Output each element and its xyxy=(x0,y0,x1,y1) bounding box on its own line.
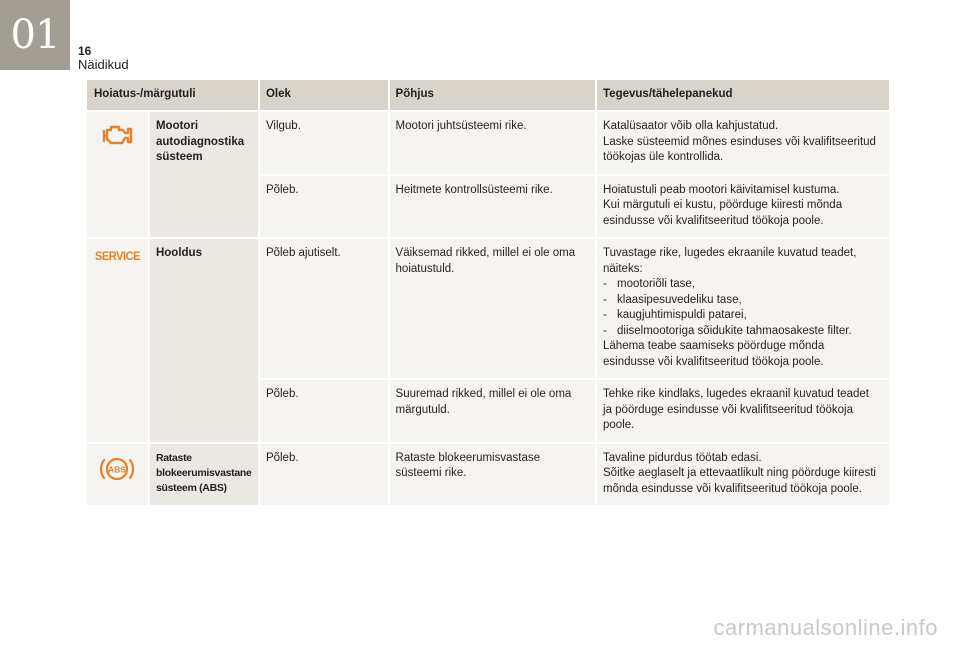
engine-light-name: Mootori autodiagnostika süsteem xyxy=(150,112,260,239)
service-warning-icon: SERVICE xyxy=(94,249,141,263)
abs-warning-icon xyxy=(98,454,136,484)
warning-lights-table xyxy=(87,80,891,507)
list-item: - mootoriõli tase, xyxy=(603,278,695,290)
table-header-row xyxy=(87,80,891,112)
cause-cell: Rataste blokeerumisvastase süsteemi rike. xyxy=(390,444,597,508)
action-cell: Hoiatustuli peab mootori käivitamisel kustuma. Kui märgutuli ei kustu, pöörduge kiiresti mõnda esindusse või kvalifitseeritud töökoja poole. xyxy=(597,176,891,240)
list-item: - kaugjuhtimispuldi patarei, xyxy=(603,309,747,321)
state-cell: Põleb ajutiselt. xyxy=(260,239,390,380)
service-light-cell xyxy=(87,239,150,444)
state-cell: Põleb. xyxy=(260,444,390,508)
cause-cell: Suuremad rikked, millel ei ole oma märgutuld. xyxy=(390,380,597,444)
state-cell: Põleb. xyxy=(260,176,390,240)
state-cell: Vilgub. xyxy=(260,112,390,176)
state-cell: Põleb. xyxy=(260,380,390,444)
chapter-tab: 01 xyxy=(0,0,70,70)
cause-cell: Mootori juhtsüsteemi rike. xyxy=(390,112,597,176)
column-header-action: Tegevus/tähelepanekud xyxy=(597,80,891,112)
abs-light-name: Rataste blokeerumisvastane süsteem (ABS) xyxy=(150,444,260,508)
column-header-cause: Põhjus xyxy=(390,80,597,112)
action-cell: Tavaline pidurdus töötab edasi. Sõitke aeglaselt ja ettevaatlikult ning pöörduge kiiresti mõnda esindusse või kvalifitseeritud töökoja poole. xyxy=(597,444,891,508)
section-title: Näidikud xyxy=(78,57,129,72)
cause-cell: Heitmete kontrollsüsteemi rike. xyxy=(390,176,597,240)
service-light-name: Hooldus xyxy=(150,239,260,444)
cause-cell: Väiksemad rikked, millel ei ole oma hoiatustuld. xyxy=(390,239,597,380)
action-cell: Katalüsaator võib olla kahjustatud. Laske süsteemid mõnes esinduses või kvalifitseeritud töökojas üle kontrollida. xyxy=(597,112,891,176)
engine-light-cell xyxy=(87,112,150,239)
engine-malfunction-icon xyxy=(100,122,134,148)
watermark: carmanualsonline.info xyxy=(713,615,938,640)
table-row xyxy=(87,239,891,380)
table-row xyxy=(87,444,891,508)
action-cell: Tehke rike kindlaks, lugedes ekraanil kuvatud teadet ja pöörduge esindusse või kvalifitseeritud töökoja poole. xyxy=(597,380,891,444)
action-cell: Tuvastage rike, lugedes ekraanile kuvatud teadet, näiteks: - mootoriõli tase, - klaasipesuvedeliku tase, - kaugjuhtimispuldi patarei, - diiselmootoriga sõidukite tahmaosakeste filter. Lähema teabe saamiseks pöörduge mõnda esindusse või kvalifitseeritud töökoja poole. xyxy=(597,239,891,380)
list-item: - diiselmootoriga sõidukite tahmaosakeste filter. xyxy=(603,324,852,337)
column-header-light: Hoiatus-/märgutuli xyxy=(87,80,260,112)
table-row xyxy=(87,112,891,176)
svg-text:ABS: ABS xyxy=(108,464,127,474)
column-header-state: Olek xyxy=(260,80,390,112)
page-number: 16 xyxy=(78,44,92,58)
abs-light-cell xyxy=(87,444,150,508)
list-item: - klaasipesuvedeliku tase, xyxy=(603,293,742,306)
